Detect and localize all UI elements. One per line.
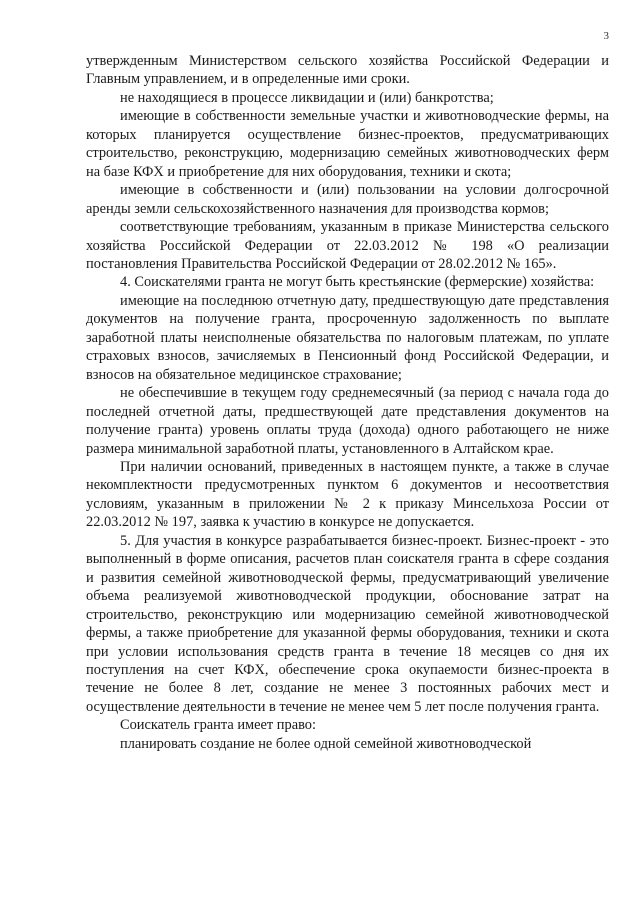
paragraph: имеющие в собственности земельные участки и животноводческие фермы, на которых планируется осуществление бизнес-проектов, предусматривающих строительство, реконструкцию, модернизацию семейных животноводческих ферм на базе КФХ и приобретение для них оборудования, техники и скота; [86,108,609,180]
paragraph: 4. Соискателями гранта не могут быть крестьянские (фермерские) хозяйства: [120,274,595,291]
paragraph: 5. Для участия в конкурсе разрабатывается бизнес-проект. Бизнес-проект - это выполненный в форме описания, расчетов план соискателя гранта в сфере создания и развития семейной животноводческой фермы, предусматривающий увеличение объема реализуемой животноводческой продукции, обоснование затрат на строительство, реконструкцию или модернизацию семейной животноводческой фермы, а также приобретение для указанной фермы оборудования, техники и скота при условии использования средств гранта в течение 18 месяцев со дня их поступления на счет КФХ, обеспечение срока окупаемости бизнес-проекта в течение не более 8 лет, создание не менее 3 постоянных рабочих мест и осуществление деятельности в течение не менее чем 5 лет после получения гранта. [86,532,609,715]
paragraph: Соискатель гранта имеет право: [120,717,316,734]
paragraph: При наличии оснований, приведенных в настоящем пункте, а также в случае некомплектности предусмотренных пунктом 6 документов и несоответствия условиям, указанным в приложении № 2 к приказу Минсельхоза России от 22.03.2012 № 197, заявка к участию в конкурсе не допускается. [86,458,609,531]
document-body [86,52,609,753]
paragraph: имеющие в собственности и (или) пользовании на условии долгосрочной аренды земли сельскохозяйственного назначения для производства кормов; [86,182,609,217]
paragraph: не находящиеся в процессе ликвидации и (или) банкротства; [120,89,494,106]
paragraph: планировать создание не более одной семейной животноводческой [120,735,532,752]
paragraph: не обеспечившие в текущем году среднемесячный (за период с начала года до последней отчетной даты, предшествующей дате представления документов на получение гранта) уровень оплаты труда (дохода) одного работающего не ниже размера минимальной заработной платы, установленного в Алтайском крае. [86,385,609,457]
paragraph: имеющие на последнюю отчетную дату, предшествующую дате представления документов на получение гранта, просроченную задолженность по выплате заработной платы неисполненые обязательства по налоговым платежам, по уплате страховых взносов, зачисляемых в Пенсионный фонд Российской Федерации, и взносов на обязательное медицинское страхование; [86,292,609,383]
paragraph: соответствующие требованиям, указанным в приказе Министерства сельского хозяйства Российской Федерации от 22.03.2012 № 198 «О реализации постановления Правительства Российской Федерации от 28.02.2012 № 165». [86,219,609,272]
paragraph: утвержденным Министерством сельского хозяйства Российской Федерации и Главным управлением, и в определенные ими сроки. [86,53,609,88]
page-number: 3 [603,30,609,42]
